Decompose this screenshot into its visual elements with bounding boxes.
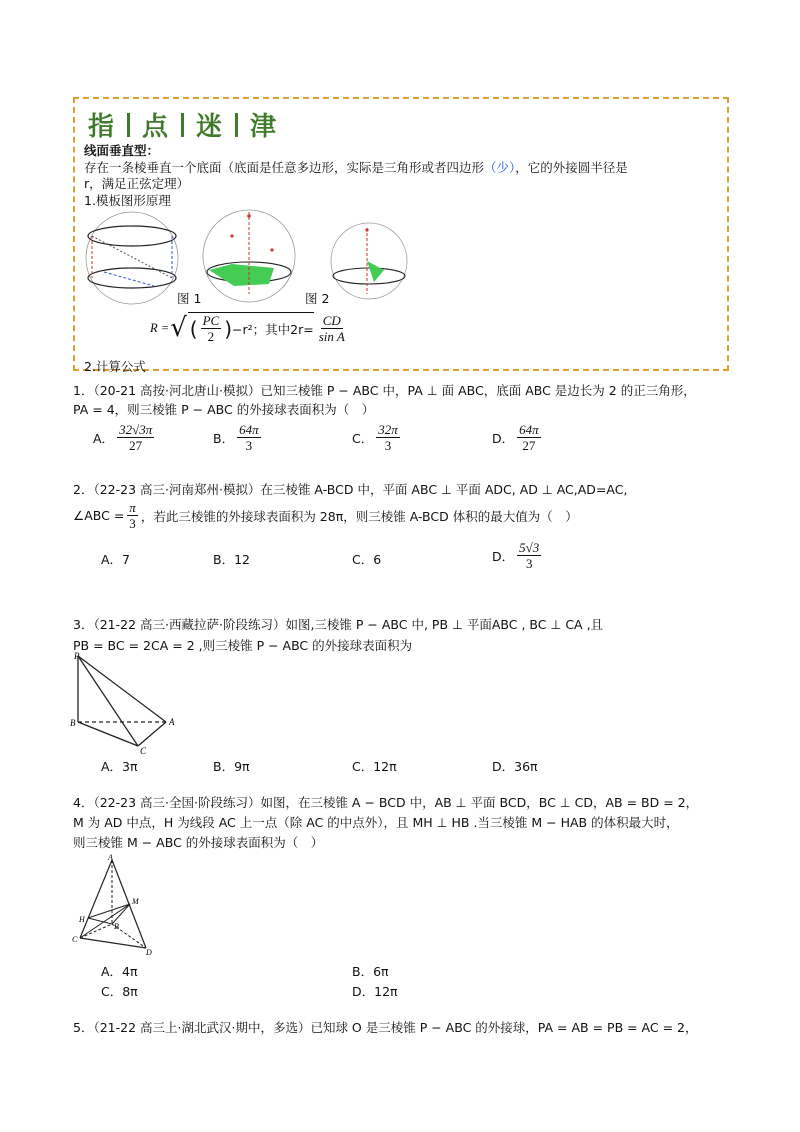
q2-option-b[interactable]: B．12 <box>213 552 250 567</box>
banner-separator <box>235 113 238 137</box>
vertex-label: A <box>169 717 175 727</box>
vertex-label: A <box>108 853 113 862</box>
vertex-label: H <box>79 915 85 924</box>
vertex-label: B <box>114 922 119 931</box>
box-heading: 线面垂直型： <box>84 143 160 158</box>
tips-banner <box>88 106 277 143</box>
banner-separator <box>181 113 184 137</box>
q4-option-c[interactable]: C．8π <box>101 984 138 999</box>
q1-stem-line1: 1．（20-21 高按·河北唐山·模拟）已知三棱锥 P − ABC 中，PA ⊥ 面 ABC，底面 ABC 是边长为 2 的正三角形， <box>73 383 696 398</box>
desc-text: 存在一条棱垂直一个底面（底面是任意多边形，实际是三角形或者四边形 <box>84 160 485 175</box>
q3-stem-line2: PB = BC = 2CA = 2 ,则三棱锥 P − ABC 的外接球表面积为 <box>73 638 413 653</box>
box-step1: 1.模板图形原理 <box>84 193 171 208</box>
sphere-figure-3 <box>331 223 407 299</box>
q1-option-d[interactable]: D． $\frac{64\pi}{27}$ <box>492 422 539 453</box>
vertex-label: D <box>146 948 152 956</box>
vertex-label: M <box>132 897 139 906</box>
q2-stem-line1: 2．（22-23 高三·河南郑州·模拟）在三棱锥 A-BCD 中，平面 ABC ⊥ 平面 ADC, AD ⊥ AC,AD=AC, <box>73 482 628 497</box>
formula-text: R = <box>150 320 170 335</box>
q4-pyramid-diagram <box>70 852 160 956</box>
desc-highlight: （少） <box>484 160 516 175</box>
q3-option-d[interactable]: D．36π <box>492 759 538 774</box>
sqrt-sign: √ <box>170 313 187 343</box>
q1-option-c[interactable]: C． $\frac{32\pi}{3}$ <box>352 422 398 453</box>
q5-stem-line1: 5．（21-22 高三上·湖北武汉·期中，多选）已知球 O 是三棱锥 P − ABC 的外接球，PA = AB = PB = AC = 2， <box>73 1020 698 1035</box>
q2-stem-line2: ∠ABC = $\frac{\pi}{3}$ ，若此三棱锥的外接球表面积为 28π，则三棱锥 A-BCD 体积的最大值为（ ） <box>73 500 578 531</box>
q4-option-b[interactable]: B．6π <box>352 964 389 979</box>
box-desc-line2: r，满足正弦定理） <box>84 176 190 191</box>
q3-pyramid-diagram <box>70 650 190 758</box>
banner-char: 迷 <box>196 112 224 142</box>
q4-stem-line2: M 为 AD 中点，H 为线段 AC 上一点（除 AC 的中点外），且 MH ⊥ HB .当三棱锥 M − HAB 的体积最大时， <box>73 815 679 830</box>
desc-text: ，它的外接圆半径是 <box>515 160 628 175</box>
q4-option-a[interactable]: A．4π <box>101 964 138 979</box>
q4-stem-line3: 则三棱锥 M − ABC 的外接球表面积为（ ） <box>73 835 324 850</box>
q2-option-a[interactable]: A．7 <box>101 552 131 567</box>
sphere-figures <box>84 206 414 306</box>
q2-option-c[interactable]: C．6 <box>352 552 382 567</box>
q1-option-a[interactable]: A． $\frac{32√3\pi}{27}$ <box>93 422 153 453</box>
vertex-label: C <box>140 746 147 756</box>
q3-stem-line1: 3．（21-22 高三·西藏拉萨·阶段练习）如图,三棱锥 P − ABC 中, PB ⊥ 平面ABC , BC ⊥ CA ,且 <box>73 617 604 632</box>
q3-option-a[interactable]: A．3π <box>101 759 138 774</box>
banner-char: 点 <box>142 112 170 142</box>
sphere-figure-1 <box>86 212 178 304</box>
banner-char: 指 <box>88 112 116 142</box>
q1-stem-line2: PA = 4，则三棱锥 P − ABC 的外接球表面积为（ ） <box>73 402 375 417</box>
q4-stem-line1: 4．（22-23 高三·全国·阶段练习）如图，在三棱锥 A − BCD 中，AB ⊥ 平面 BCD，BC ⊥ CD，AB = BD = 2， <box>73 795 699 810</box>
vertex-label: B <box>70 718 76 728</box>
banner-char: 津 <box>250 112 278 142</box>
banner-separator <box>127 113 130 137</box>
vertex-label: C <box>72 935 78 944</box>
box-step2: 2.计算公式 <box>84 359 146 374</box>
q2-option-d[interactable]: D． $\frac{5√3}{3}$ <box>492 540 540 571</box>
formula-fraction: $\frac{PC}{2}$ <box>202 313 220 344</box>
formula-radius: R = √ ( $\frac{PC}{2}$ ) −r²；其中2r= $\frac{CD}{\text{sin A}}$ <box>150 312 345 344</box>
q1-option-b[interactable]: B． $\frac{64\pi}{3}$ <box>213 422 259 453</box>
figure2-caption: 图 2 <box>305 291 330 306</box>
formula-text: −r²；其中2r= <box>232 321 314 337</box>
vertex-label: P <box>74 651 80 661</box>
q3-option-b[interactable]: B．9π <box>213 759 250 774</box>
q4-option-d[interactable]: D．12π <box>352 984 398 999</box>
q3-option-c[interactable]: C．12π <box>352 759 397 774</box>
formula-fraction: $\frac{CD}{\text{sin A}}$ <box>318 312 345 344</box>
figure1-caption: 图 1 <box>177 291 202 306</box>
sphere-figure-2 <box>203 210 295 302</box>
